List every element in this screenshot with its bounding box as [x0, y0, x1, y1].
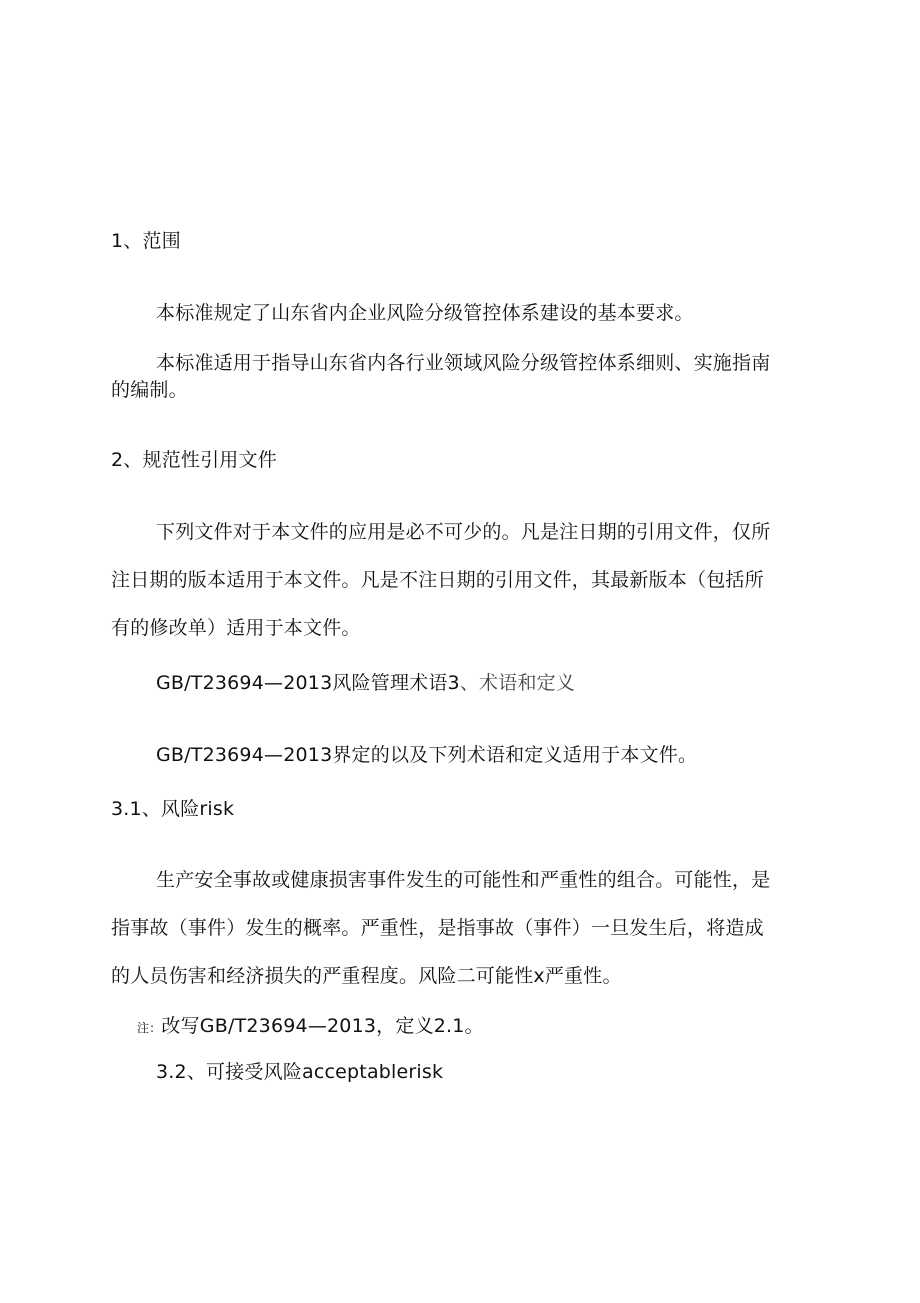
section-1-paragraph-2-line-1: 本标准适用于指导山东省内各行业领域风险分级管控体系细则、实施指南: [156, 352, 771, 374]
section-3-1-heading: 3.1、风险risk: [111, 798, 235, 820]
section-1-heading: 1、范围: [111, 230, 181, 252]
section-3-intro: GB/T23694—2013界定的以及下列术语和定义适用于本文件。: [156, 744, 698, 766]
section-3-heading-inline: 、术语和定义: [459, 672, 576, 694]
section-2-paragraph-line-3: 有的修改单）适用于本文件。: [111, 617, 361, 639]
section-1-paragraph-1: 本标准规定了山东省内企业风险分级管控体系建设的基本要求。: [156, 302, 694, 324]
section-3-1-paragraph-line-2: 指事故（事件）发生的概率。严重性，是指事故（事件）一旦发生后，将造成: [111, 917, 764, 939]
section-1-paragraph-2-line-2: 的编制。: [111, 379, 188, 401]
note-label: 注：: [137, 1021, 162, 1035]
section-3-1-paragraph-line-1: 生产安全事故或健康损害事件发生的可能性和严重性的组合。可能性，是: [156, 869, 771, 891]
reference-standard: GB/T23694—2013风险管理术语3: [156, 672, 460, 694]
section-2-paragraph-line-2: 注日期的版本适用于本文件。凡是不注日期的引用文件，其最新版本（包括所: [111, 569, 764, 591]
reference-line: [156, 671, 575, 695]
section-3-2-heading: 3.2、可接受风险acceptablerisk: [156, 1061, 444, 1083]
section-2-paragraph-line-1: 下列文件对于本文件的应用是必不可少的。凡是注日期的引用文件，仅所: [156, 521, 771, 543]
section-3-1-paragraph-line-3: 的人员伤害和经济损失的严重程度。风险二可能性x严重性。: [111, 965, 622, 987]
section-2-heading: 2、规范性引用文件: [111, 449, 277, 471]
note-text: 改写GB/T23694—2013，定义2.1。: [161, 1015, 484, 1037]
section-3-1-note: [137, 1014, 484, 1040]
